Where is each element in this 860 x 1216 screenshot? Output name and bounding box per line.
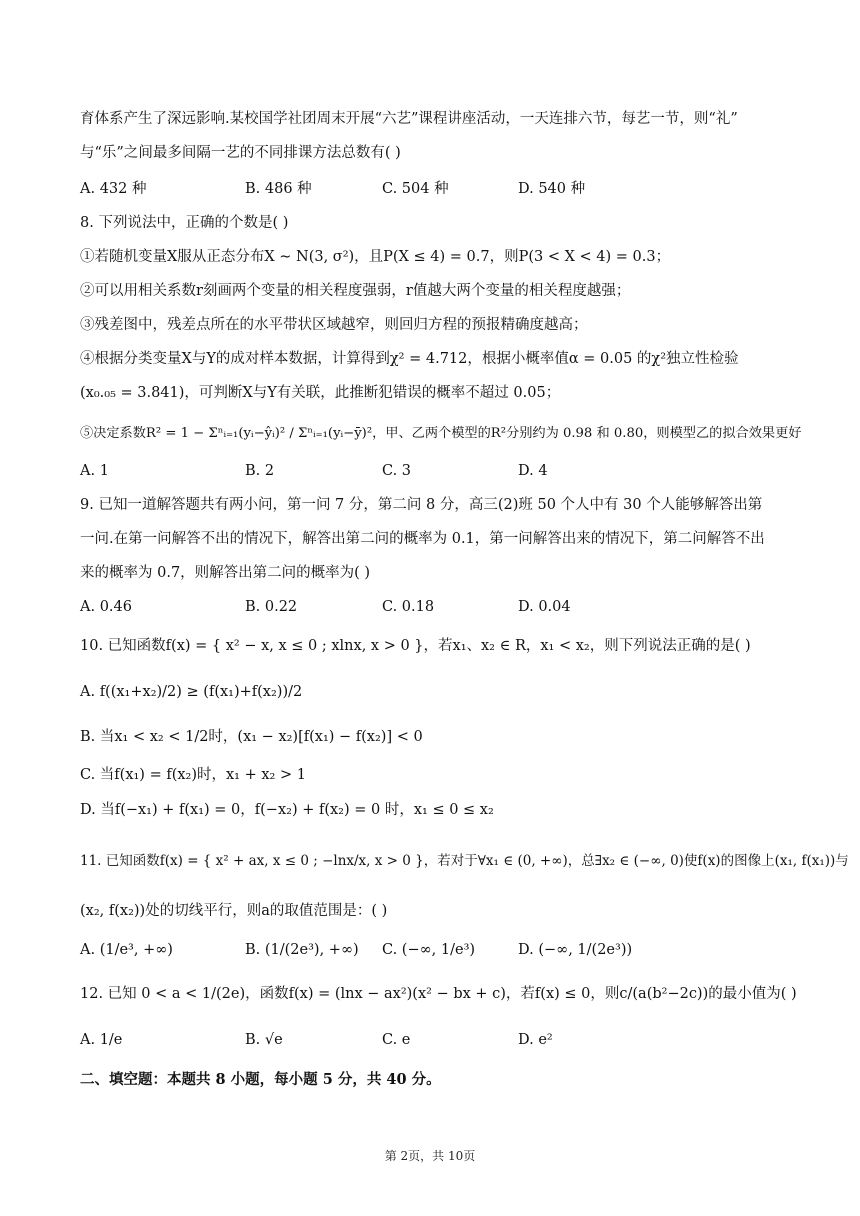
- q11-option-a: A. (1/e³, +∞): [80, 942, 173, 958]
- q8-option-b: B. 2: [245, 463, 275, 479]
- q8-statement-4a: ④根据分类变量X与Y的成对样本数据，计算得到χ² = 4.712，根据小概率值α = 0.05 的χ²独立性检验: [80, 351, 739, 367]
- page-footer: 第 2页，共 10页: [384, 1149, 476, 1163]
- q11-line1: 11. 已知函数f(x) = { x² + ax, x ≤ 0 ; −lnx/x, x > 0 }，若对于∀x₁ ∈ (0, +∞)，总∃x₂ ∈ (−∞, 0)使f(x)的图像上(x₁, f(x₁))与: [80, 853, 849, 869]
- q9-option-b: B. 0.22: [245, 599, 298, 615]
- q12-option-b: B. √e: [245, 1032, 283, 1048]
- q10-option-b: B. 当x₁ < x₂ < 1/2时，(x₁ − x₂)[f(x₁) − f(x₂)] < 0: [80, 729, 423, 745]
- q9-line3: 来的概率为 0.7，则解答出第二问的概率为( ): [80, 565, 371, 581]
- q12-option-a: A. 1/e: [80, 1032, 123, 1048]
- q8-statement-4b: (x₀.₀₅ = 3.841)，可判断X与Y有关联，此推断犯错误的概率不超过 0.05；: [80, 385, 561, 401]
- q11-line2: (x₂, f(x₂))处的切线平行，则a的取值范围是：( ): [80, 903, 388, 919]
- q9-option-c: C. 0.18: [382, 599, 435, 615]
- section-heading: 二、填空题：本题共 8 小题，每小题 5 分，共 40 分。: [80, 1071, 441, 1088]
- q8-option-d: D. 4: [518, 463, 548, 479]
- q7-option-c: C. 504 种: [382, 181, 449, 197]
- q7-option-d: D. 540 种: [518, 181, 586, 197]
- q9-option-a: A. 0.46: [80, 599, 132, 615]
- q7-option-b: B. 486 种: [245, 181, 312, 197]
- q12-option-c: C. e: [382, 1032, 411, 1048]
- q9-line1: 9. 已知一道解答题共有两小问，第一问 7 分，第二问 8 分，高三(2)班 50 个人中有 30 个人能够解答出第: [80, 497, 763, 513]
- q10-option-d: D. 当f(−x₁) + f(x₁) = 0，f(−x₂) + f(x₂) = 0 时，x₁ ≤ 0 ≤ x₂: [80, 802, 494, 818]
- q7-line2: 与“乐”之间最多间隔一艺的不同排课方法总数有( ): [80, 145, 401, 161]
- q11-option-b: B. (1/(2e³), +∞): [245, 942, 359, 958]
- q7-line1: 育体系产生了深远影响.某校国学社团周末开展“六艺”课程讲座活动，一天连排六节，每艺一节，则“礼”: [80, 111, 738, 127]
- q7-option-a: A. 432 种: [80, 181, 147, 197]
- q9-option-d: D. 0.04: [518, 599, 571, 615]
- q8-option-a: A. 1: [80, 463, 109, 479]
- q11-option-d: D. (−∞, 1/(2e³)): [518, 942, 633, 958]
- q12-stem: 12. 已知 0 < a < 1/(2e)，函数f(x) = (lnx − ax²)(x² − bx + c)，若f(x) ≤ 0，则c/(a(b²−2c))的最小值为( ): [80, 986, 797, 1002]
- q10-stem: 10. 已知函数f(x) = { x² − x, x ≤ 0 ; xlnx, x > 0 }，若x₁、x₂ ∈ R，x₁ < x₂，则下列说法正确的是( ): [80, 638, 751, 654]
- q8-option-c: C. 3: [382, 463, 412, 479]
- q12-option-d: D. e²: [518, 1032, 553, 1048]
- q11-option-c: C. (−∞, 1/e³): [382, 942, 476, 958]
- q9-line2: 一问.在第一问解答不出的情况下，解答出第二问的概率为 0.1，第一问解答出来的情况下，第二问解答不出: [80, 531, 765, 547]
- q8-stem: 8. 下列说法中，正确的个数是( ): [80, 215, 289, 231]
- q8-statement-5: ⑤决定系数R² = 1 − Σⁿᵢ₌₁(yᵢ−ŷᵢ)² / Σⁿᵢ₌₁(yᵢ−ȳ)²，甲、乙两个模型的R²分别约为 0.98 和 0.80，则模型乙的拟合效果更好: [80, 426, 802, 441]
- q8-statement-3: ③残差图中，残差点所在的水平带状区域越窄，则回归方程的预报精确度越高；: [80, 317, 588, 333]
- q10-option-c: C. 当f(x₁) = f(x₂)时，x₁ + x₂ > 1: [80, 767, 306, 783]
- q8-statement-1: ①若随机变量X服从正态分布X ∼ N(3, σ²)，且P(X ≤ 4) = 0.7，则P(3 < X < 4) = 0.3；: [80, 249, 671, 265]
- q8-statement-2: ②可以用相关系数r刻画两个变量的相关程度强弱，r值越大两个变量的相关程度越强；: [80, 283, 631, 299]
- q10-option-a: A. f((x₁+x₂)/2) ≥ (f(x₁)+f(x₂))/2: [80, 684, 303, 700]
